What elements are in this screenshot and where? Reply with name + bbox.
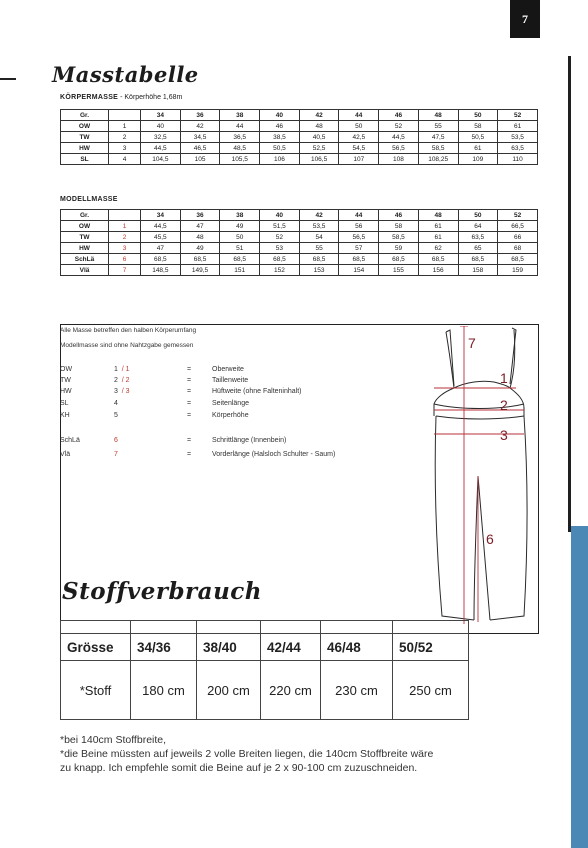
legend-row-sl (60, 400, 420, 411)
table-row (61, 221, 538, 232)
legend-eq: = (187, 451, 192, 458)
table-cell: 250 cm (393, 661, 469, 720)
masstabelle-title: Masstabelle (52, 62, 199, 87)
table-cell: 53 (260, 243, 300, 254)
table-cell: 66 (498, 232, 538, 243)
modellmasse-label-bold: MODELLMASSE (60, 196, 118, 203)
figure-label-7: 7 (468, 335, 476, 351)
legend-abbr: KH (60, 412, 70, 419)
table-cell: 110 (498, 154, 538, 165)
row-label: *Stoff (61, 661, 131, 720)
table-cell: 63,5 (458, 232, 498, 243)
row-number: 2 (109, 232, 141, 243)
legend-num-black: 3 (114, 388, 118, 395)
table-cell: 108,25 (418, 154, 458, 165)
fabric-table (60, 620, 469, 720)
row-number: 7 (109, 265, 141, 276)
table-cell: 51 (220, 243, 260, 254)
table-cell: 154 (339, 265, 379, 276)
table-cell: 44,5 (141, 221, 181, 232)
table-cell: 105 (180, 154, 220, 165)
table-row (61, 265, 538, 276)
table-cell: 49 (220, 221, 260, 232)
table-cell: 61 (418, 232, 458, 243)
table-cell: 51,5 (260, 221, 300, 232)
legend-num: 5 (114, 412, 118, 419)
legend-desc: Taillenweite (212, 377, 249, 384)
right-leg (490, 416, 527, 620)
header-cell: 44 (339, 110, 379, 121)
row-number: 3 (109, 243, 141, 254)
legend-abbr: OW (60, 366, 73, 373)
header-cell: 34 (141, 210, 181, 221)
row-number: 6 (109, 254, 141, 265)
table-cell: 32,5 (141, 132, 181, 143)
table-cell: 61 (458, 143, 498, 154)
table-cell: 46,5 (180, 143, 220, 154)
footnote-legs-2: zu knapp. Ich empfehle somit die Beine auf je 2 x 90-100 cm zuzuschneiden. (60, 762, 418, 774)
table-cell: 230 cm (321, 661, 393, 720)
row-number: 2 (109, 132, 141, 143)
bodice-right-edge (510, 330, 524, 416)
table-cell: 54,5 (339, 143, 379, 154)
header-cell: 50 (458, 110, 498, 121)
table-cell: 56,5 (379, 143, 419, 154)
koerpermasse-sublabel: - Körperhöhe 1,68m (118, 94, 183, 101)
fabric-table-spacer-row (61, 621, 469, 634)
legend-desc: Vorderlänge (Halsloch Schulter - Saum) (212, 451, 336, 458)
table-cell: 159 (498, 265, 538, 276)
table-cell: 50 (220, 232, 260, 243)
table-cell: 47,5 (418, 132, 458, 143)
legend-num: 7 (114, 451, 118, 458)
figure-label-3: 3 (500, 427, 508, 443)
table-cell: 106,5 (299, 154, 339, 165)
left-leg (435, 416, 474, 620)
header-cell: Gr. (61, 210, 109, 221)
legend-row-kh (60, 412, 420, 423)
legend-eq: = (187, 377, 192, 384)
row-label: TW (61, 232, 109, 243)
header-cell (109, 110, 141, 121)
table-row (61, 132, 538, 143)
legend-row-tw (60, 377, 420, 388)
table-cell: 55 (418, 121, 458, 132)
spacer-cell (393, 621, 469, 634)
legend-num (114, 388, 130, 395)
table-row (61, 143, 538, 154)
table-header-row (61, 210, 538, 221)
table-cell: 59 (379, 243, 419, 254)
table-cell: 109 (458, 154, 498, 165)
table-cell: 48 (299, 121, 339, 132)
table-cell: 57 (339, 243, 379, 254)
table-cell: 68,5 (379, 254, 419, 265)
header-cell: 36 (180, 210, 220, 221)
table-cell: 104,5 (141, 154, 181, 165)
table-cell: 68 (498, 243, 538, 254)
legend-desc: Seitenlänge (212, 400, 249, 407)
table-cell: 52 (260, 232, 300, 243)
table-cell: 55 (299, 243, 339, 254)
table-cell: 48 (180, 232, 220, 243)
header-cell: 38/40 (197, 634, 261, 661)
table-cell: 151 (220, 265, 260, 276)
table-cell: 200 cm (197, 661, 261, 720)
figure-label-2: 2 (500, 397, 508, 413)
legend-eq: = (187, 437, 192, 444)
legend-abbr: SchLä (60, 437, 80, 444)
table-cell: 47 (180, 221, 220, 232)
row-number: 4 (109, 154, 141, 165)
note-half-circumference: Alle Masse betreffen den halben Körperumfang (60, 327, 197, 334)
legend-num: 4 (114, 400, 118, 407)
header-cell: 52 (498, 210, 538, 221)
legend-eq: = (187, 388, 192, 395)
header-cell: 40 (260, 210, 300, 221)
header-cell: 52 (498, 110, 538, 121)
header-cell: 34/36 (131, 634, 197, 661)
row-label: OW (61, 221, 109, 232)
page-number: 7 (510, 0, 540, 38)
footnote-legs-1: *die Beine müssten auf jeweils 2 volle Breiten liegen, die 140cm Stoffbreite wäre (60, 748, 434, 760)
table-cell: 68,5 (180, 254, 220, 265)
blue-side-tab (571, 526, 588, 848)
table-cell: 46 (260, 121, 300, 132)
table-cell: 38,5 (260, 132, 300, 143)
header-cell: 36 (180, 110, 220, 121)
table-cell: 107 (339, 154, 379, 165)
table-cell: 155 (379, 265, 419, 276)
table-cell: 52 (379, 121, 419, 132)
legend-desc: Hüftweite (ohne Falteninhalt) (212, 388, 302, 395)
table-header-row (61, 110, 538, 121)
legend-row-ow (60, 366, 420, 377)
figure-label-1: 1 (500, 370, 508, 386)
legend-num-black: 2 (114, 377, 118, 384)
waist-line (434, 404, 524, 409)
spacer-cell (261, 621, 321, 634)
table-cell: 61 (498, 121, 538, 132)
row-label: HW (61, 143, 109, 154)
modellmasse-table (60, 209, 538, 276)
margin-dash (0, 78, 16, 80)
inner-leg-left (474, 476, 478, 620)
legend-abbr: TW (60, 377, 71, 384)
legend-abbr: Vlä (60, 451, 71, 458)
header-cell: 46 (379, 210, 419, 221)
header-cell: 42 (299, 210, 339, 221)
header-cell: 48 (418, 110, 458, 121)
table-cell: 44,5 (379, 132, 419, 143)
header-cell: 40 (260, 110, 300, 121)
legend-num-black: 1 (114, 366, 118, 373)
table-cell: 61 (418, 221, 458, 232)
table-cell: 66,5 (498, 221, 538, 232)
row-label: TW (61, 132, 109, 143)
table-cell: 40 (141, 121, 181, 132)
margin-bar (568, 56, 571, 532)
table-cell: 54 (299, 232, 339, 243)
table-cell: 42,5 (339, 132, 379, 143)
header-cell: 50 (458, 210, 498, 221)
legend-desc: Körperhöhe (212, 412, 249, 419)
header-cell: 48 (418, 210, 458, 221)
spacer-cell (321, 621, 393, 634)
table-cell: 50,5 (458, 132, 498, 143)
legend-eq: = (187, 400, 192, 407)
table-cell: 68,5 (339, 254, 379, 265)
spacer-cell (61, 621, 131, 634)
legend-desc: Oberweite (212, 366, 244, 373)
legend-row-hw (60, 388, 420, 399)
header-cell: 38 (220, 210, 260, 221)
header-cell: 42 (299, 110, 339, 121)
header-cell: 50/52 (393, 634, 469, 661)
row-label: SL (61, 154, 109, 165)
fabric-table-header-row (61, 634, 469, 661)
table-cell: 64 (458, 221, 498, 232)
row-number: 1 (109, 121, 141, 132)
table-cell: 56,5 (339, 232, 379, 243)
table-cell: 63,5 (498, 143, 538, 154)
table-cell: 68,5 (299, 254, 339, 265)
table-cell: 65 (458, 243, 498, 254)
table-cell: 48,5 (220, 143, 260, 154)
table-cell: 58 (458, 121, 498, 132)
header-cell: 38 (220, 110, 260, 121)
legend-num-red: / 1 (121, 366, 130, 373)
table-row (61, 243, 538, 254)
table-cell: 68,5 (141, 254, 181, 265)
table-cell: 50,5 (260, 143, 300, 154)
table-cell: 158 (458, 265, 498, 276)
table-cell: 106 (260, 154, 300, 165)
table-row (61, 154, 538, 165)
table-cell: 68,5 (498, 254, 538, 265)
table-cell: 50 (339, 121, 379, 132)
header-cell: 42/44 (261, 634, 321, 661)
table-cell: 49 (180, 243, 220, 254)
table-cell: 44,5 (141, 143, 181, 154)
table-cell: 153 (299, 265, 339, 276)
header-cell (109, 210, 141, 221)
koerpermasse-table (60, 109, 538, 165)
legend-num: 6 (114, 437, 118, 444)
row-label: SchLä (61, 254, 109, 265)
hip-line (436, 416, 524, 419)
table-cell: 58,5 (418, 143, 458, 154)
table-cell: 149,5 (180, 265, 220, 276)
legend-abbr: SL (60, 400, 69, 407)
legend-row-schlae (60, 437, 420, 448)
header-cell: 46 (379, 110, 419, 121)
legend-abbr: HW (60, 388, 72, 395)
table-row (61, 232, 538, 243)
row-label: HW (61, 243, 109, 254)
table-cell: 220 cm (261, 661, 321, 720)
fabric-table-row (61, 661, 469, 720)
table-cell: 156 (418, 265, 458, 276)
header-cell: 34 (141, 110, 181, 121)
row-number: 1 (109, 221, 141, 232)
figure-label-6: 6 (486, 531, 494, 547)
koerpermasse-label-bold: KÖRPERMASSE (60, 94, 119, 101)
koerpermasse-label (60, 94, 182, 101)
table-cell: 36,5 (220, 132, 260, 143)
legend-desc: Schrittlänge (Innenbein) (212, 437, 287, 444)
table-cell: 62 (418, 243, 458, 254)
inner-leg-right (478, 476, 490, 620)
table-cell: 108 (379, 154, 419, 165)
spacer-cell (197, 621, 261, 634)
jumpsuit-sketch (420, 326, 538, 632)
table-cell: 40,5 (299, 132, 339, 143)
table-row (61, 254, 538, 265)
row-number: 3 (109, 143, 141, 154)
row-label: Vlä (61, 265, 109, 276)
table-cell: 44 (220, 121, 260, 132)
table-cell: 45,5 (141, 232, 181, 243)
table-cell: 68,5 (458, 254, 498, 265)
legend-num (114, 377, 130, 384)
table-cell: 56 (339, 221, 379, 232)
legend-eq: = (187, 412, 192, 419)
footnote-fabric-width: *bei 140cm Stoffbreite, (60, 734, 167, 746)
legend-num (114, 366, 130, 373)
row-label: OW (61, 121, 109, 132)
header-cell: Gr. (61, 110, 109, 121)
legend-num-red: / 2 (121, 377, 130, 384)
table-cell: 68,5 (418, 254, 458, 265)
table-row (61, 121, 538, 132)
header-cell: Grösse (61, 634, 131, 661)
legend-row-vlae (60, 451, 420, 462)
table-cell: 152 (260, 265, 300, 276)
header-cell: 44 (339, 210, 379, 221)
table-cell: 148,5 (141, 265, 181, 276)
table-cell: 53,5 (299, 221, 339, 232)
table-cell: 42 (180, 121, 220, 132)
table-cell: 180 cm (131, 661, 197, 720)
table-cell: 58 (379, 221, 419, 232)
table-cell: 53,5 (498, 132, 538, 143)
legend-eq: = (187, 366, 192, 373)
spacer-cell (131, 621, 197, 634)
table-cell: 52,5 (299, 143, 339, 154)
table-cell: 68,5 (260, 254, 300, 265)
header-cell: 46/48 (321, 634, 393, 661)
table-cell: 58,5 (379, 232, 419, 243)
table-cell: 47 (141, 243, 181, 254)
modellmasse-label (60, 196, 118, 203)
table-cell: 68,5 (220, 254, 260, 265)
stoffverbrauch-title: Stoffverbrauch (62, 578, 263, 605)
table-cell: 34,5 (180, 132, 220, 143)
table-cell: 105,5 (220, 154, 260, 165)
legend-num-red: / 3 (121, 388, 130, 395)
note-seam-allowance: Modellmasse sind ohne Nahtzgabe gemessen (60, 342, 194, 349)
